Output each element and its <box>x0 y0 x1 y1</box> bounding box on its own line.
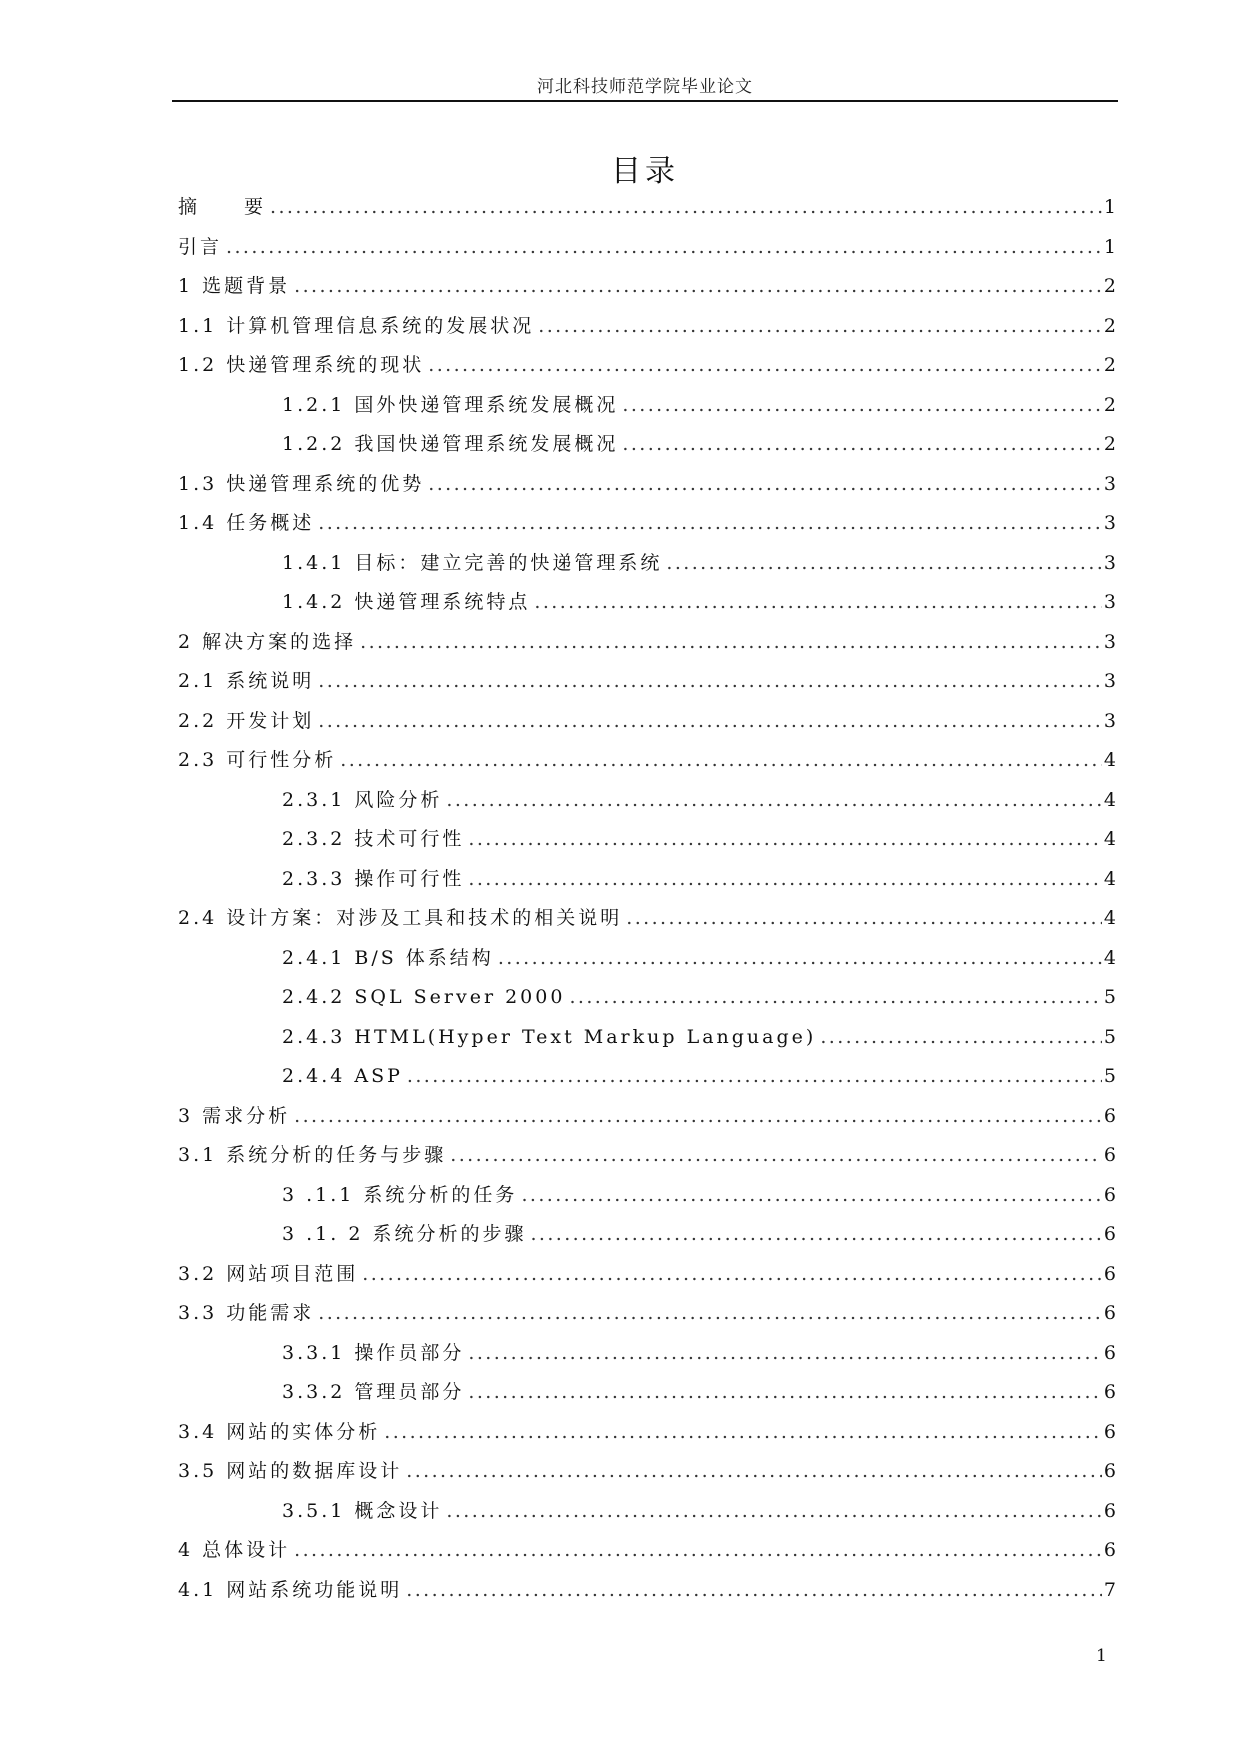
toc-entry[interactable] <box>178 781 1116 821</box>
toc-dot-leader <box>294 1097 1102 1137</box>
toc-entry-title: 1.2 快递管理系统的现状 <box>178 354 425 376</box>
toc-entry[interactable] <box>178 1136 1116 1176</box>
toc-entry-title: 1.2.2 我国快递管理系统发展概况 <box>282 433 619 455</box>
toc-entry-page: 1 <box>1103 196 1116 218</box>
toc-entry-title: 1.3 快递管理系统的优势 <box>178 472 425 495</box>
toc-entry[interactable] <box>178 1334 1116 1374</box>
toc-entry-title: 3.5.1 概念设计 <box>282 1499 443 1522</box>
toc-entry-page: 2 <box>1103 314 1116 337</box>
toc-entry-title: 3.4 网站的实体分析 <box>178 1420 381 1443</box>
toc-entry[interactable] <box>178 1571 1116 1611</box>
toc-dot-leader <box>294 1531 1102 1571</box>
toc-entry-page: 5 <box>1103 1065 1116 1087</box>
toc-entry-title: 2.2 开发计划 <box>178 709 315 732</box>
toc-entry-page: 3 <box>1103 670 1116 692</box>
toc-entry[interactable] <box>178 465 1116 505</box>
toc-dot-leader <box>521 1176 1101 1216</box>
toc-entry[interactable] <box>178 425 1116 465</box>
toc-entry-page: 6 <box>1103 1302 1116 1324</box>
toc-entry-title: 1 选题背景 <box>178 275 291 297</box>
toc-entry-title: 引言 <box>178 235 223 258</box>
toc-title: 目录 <box>611 154 679 189</box>
toc-entry-page: 2 <box>1103 433 1116 455</box>
toc-entry-title: 2.3.3 操作可行性 <box>282 867 465 890</box>
toc-entry[interactable] <box>178 386 1116 426</box>
toc-dot-leader <box>318 702 1102 742</box>
toc-entry-page: 4 <box>1103 749 1116 771</box>
toc-entry[interactable] <box>178 1176 1116 1216</box>
toc-entry-title: 3 .1. 2 系统分析的步骤 <box>282 1223 527 1245</box>
toc-entry-page: 4 <box>1103 788 1116 811</box>
toc-entry[interactable] <box>178 1057 1116 1097</box>
toc-dot-leader <box>318 662 1102 702</box>
toc-entry-page: 2 <box>1103 354 1116 376</box>
toc-entry-title: 1.4 任务概述 <box>178 512 315 534</box>
toc-dot-leader <box>530 1215 1101 1255</box>
toc-dot-leader <box>450 1136 1102 1176</box>
toc-entry[interactable] <box>178 1097 1116 1137</box>
toc-dot-leader <box>468 820 1102 860</box>
toc-entry-page: 6 <box>1103 1341 1116 1364</box>
toc-entry[interactable] <box>178 307 1116 347</box>
toc-entry[interactable] <box>178 820 1116 860</box>
toc-dot-leader <box>446 781 1102 821</box>
toc-entry[interactable] <box>178 1452 1116 1492</box>
toc-dot-leader <box>468 1373 1102 1413</box>
toc-entry-title: 4 总体设计 <box>178 1539 291 1561</box>
header-divider <box>172 100 1118 102</box>
toc-entry-title: 2.1 系统说明 <box>178 670 315 692</box>
toc-entry-title: 2.4.1 B/S 体系结构 <box>282 946 494 969</box>
toc-dot-leader <box>318 1294 1102 1334</box>
toc-entry-page: 4 <box>1103 867 1116 890</box>
toc-entry-page: 6 <box>1103 1539 1116 1561</box>
toc-dot-leader <box>406 1571 1102 1611</box>
toc-dot-leader <box>360 623 1102 663</box>
toc-list <box>178 188 1116 1610</box>
toc-entry[interactable] <box>178 544 1116 584</box>
toc-entry[interactable] <box>178 1018 1116 1058</box>
toc-entry[interactable] <box>178 899 1116 939</box>
toc-entry-title: 3.3.2 管理员部分 <box>282 1381 465 1403</box>
toc-dot-leader <box>226 228 1102 268</box>
toc-dot-leader <box>428 465 1102 505</box>
page-number: 1 <box>1096 1646 1107 1666</box>
toc-entry[interactable] <box>178 662 1116 702</box>
toc-entry-page: 7 <box>1103 1578 1116 1601</box>
toc-entry-page: 6 <box>1103 1381 1116 1403</box>
toc-entry[interactable] <box>178 860 1116 900</box>
toc-entry-title: 2.3.2 技术可行性 <box>282 828 465 850</box>
toc-entry-title: 3.3 功能需求 <box>178 1302 315 1324</box>
toc-entry-title: 3 .1.1 系统分析的任务 <box>282 1183 518 1206</box>
toc-entry[interactable] <box>178 346 1116 386</box>
toc-dot-leader <box>406 1452 1102 1492</box>
toc-dot-leader <box>498 939 1102 979</box>
toc-dot-leader <box>428 346 1102 386</box>
header-title: 河北科技师范学院毕业论文 <box>537 77 753 97</box>
toc-entry-title: 2.4.4 ASP <box>282 1065 403 1087</box>
toc-entry-page: 2 <box>1103 275 1116 297</box>
toc-entry[interactable] <box>178 228 1116 268</box>
toc-entry[interactable] <box>178 702 1116 742</box>
toc-entry-title: 摘 要 <box>178 196 267 218</box>
toc-entry-page: 6 <box>1103 1104 1116 1127</box>
toc-entry-page: 3 <box>1103 551 1116 574</box>
toc-dot-leader <box>407 1057 1102 1097</box>
toc-entry-title: 2.3.1 风险分析 <box>282 788 443 811</box>
toc-entry-page: 5 <box>1103 986 1116 1008</box>
toc-entry[interactable] <box>178 188 1116 228</box>
toc-entry[interactable] <box>178 1255 1116 1295</box>
toc-entry-title: 1.4.2 快递管理系统特点 <box>282 591 531 613</box>
toc-entry[interactable] <box>178 1413 1116 1453</box>
toc-dot-leader <box>340 741 1102 781</box>
toc-entry-title: 1.1 计算机管理信息系统的发展状况 <box>178 314 535 337</box>
toc-entry[interactable] <box>178 978 1116 1018</box>
toc-dot-leader <box>270 188 1102 228</box>
toc-dot-leader <box>534 583 1102 623</box>
toc-dot-leader <box>569 978 1101 1018</box>
toc-dot-leader <box>622 386 1102 426</box>
toc-entry-page: 4 <box>1103 828 1116 850</box>
toc-dot-leader <box>384 1413 1102 1453</box>
toc-entry-page: 2 <box>1103 393 1116 416</box>
toc-entry-page: 6 <box>1103 1420 1116 1443</box>
toc-entry[interactable] <box>178 1373 1116 1413</box>
toc-dot-leader <box>318 504 1102 544</box>
toc-dot-leader <box>666 544 1102 584</box>
toc-dot-leader <box>468 860 1102 900</box>
toc-dot-leader <box>362 1255 1102 1295</box>
toc-entry-title: 1.2.1 国外快递管理系统发展概况 <box>282 393 619 416</box>
toc-entry-page: 6 <box>1103 1499 1116 1522</box>
toc-entry-title: 4.1 网站系统功能说明 <box>178 1578 403 1601</box>
toc-entry-title: 3.5 网站的数据库设计 <box>178 1460 403 1482</box>
toc-entry[interactable] <box>178 1294 1116 1334</box>
toc-entry[interactable] <box>178 1492 1116 1532</box>
toc-entry-page: 3 <box>1103 472 1116 495</box>
toc-entry-title: 2.3 可行性分析 <box>178 749 337 771</box>
toc-entry-page: 6 <box>1103 1262 1116 1285</box>
toc-dot-leader <box>446 1492 1102 1532</box>
toc-entry-title: 1.4.1 目标：建立完善的快递管理系统 <box>282 551 663 574</box>
toc-entry-title: 3.2 网站项目范围 <box>178 1262 359 1285</box>
toc-entry[interactable] <box>178 939 1116 979</box>
toc-entry-title: 2.4.2 SQL Server 2000 <box>282 986 566 1008</box>
toc-entry-page: 6 <box>1103 1460 1116 1482</box>
toc-entry[interactable] <box>178 267 1116 307</box>
toc-entry[interactable] <box>178 1531 1116 1571</box>
toc-entry-page: 3 <box>1103 512 1116 534</box>
toc-entry-title: 2 解决方案的选择 <box>178 630 357 653</box>
toc-entry-page: 1 <box>1103 235 1116 258</box>
toc-dot-leader <box>820 1018 1102 1058</box>
toc-entry-title: 3.3.1 操作员部分 <box>282 1341 465 1364</box>
toc-entry-page: 4 <box>1103 946 1116 969</box>
toc-dot-leader <box>538 307 1102 347</box>
toc-entry-page: 5 <box>1103 1025 1116 1048</box>
toc-entry-page: 3 <box>1103 591 1116 613</box>
toc-entry-title: 3.1 系统分析的任务与步骤 <box>178 1144 447 1166</box>
toc-dot-leader <box>468 1334 1102 1374</box>
toc-entry[interactable] <box>178 1215 1116 1255</box>
toc-entry[interactable] <box>178 741 1116 781</box>
toc-entry[interactable] <box>178 623 1116 663</box>
toc-entry[interactable] <box>178 504 1116 544</box>
toc-entry-page: 3 <box>1103 709 1116 732</box>
toc-dot-leader <box>622 425 1102 465</box>
toc-dot-leader <box>626 899 1102 939</box>
toc-entry[interactable] <box>178 583 1116 623</box>
toc-entry-title: 2.4 设计方案：对涉及工具和技术的相关说明 <box>178 907 623 929</box>
toc-entry-page: 3 <box>1103 630 1116 653</box>
toc-entry-page: 6 <box>1103 1144 1116 1166</box>
toc-dot-leader <box>294 267 1102 307</box>
toc-entry-page: 6 <box>1103 1183 1116 1206</box>
toc-entry-page: 6 <box>1103 1223 1116 1245</box>
toc-entry-page: 4 <box>1103 907 1116 929</box>
toc-entry-title: 2.4.3 HTML(Hyper Text Markup Language) <box>282 1025 817 1048</box>
toc-entry-title: 3 需求分析 <box>178 1104 291 1127</box>
